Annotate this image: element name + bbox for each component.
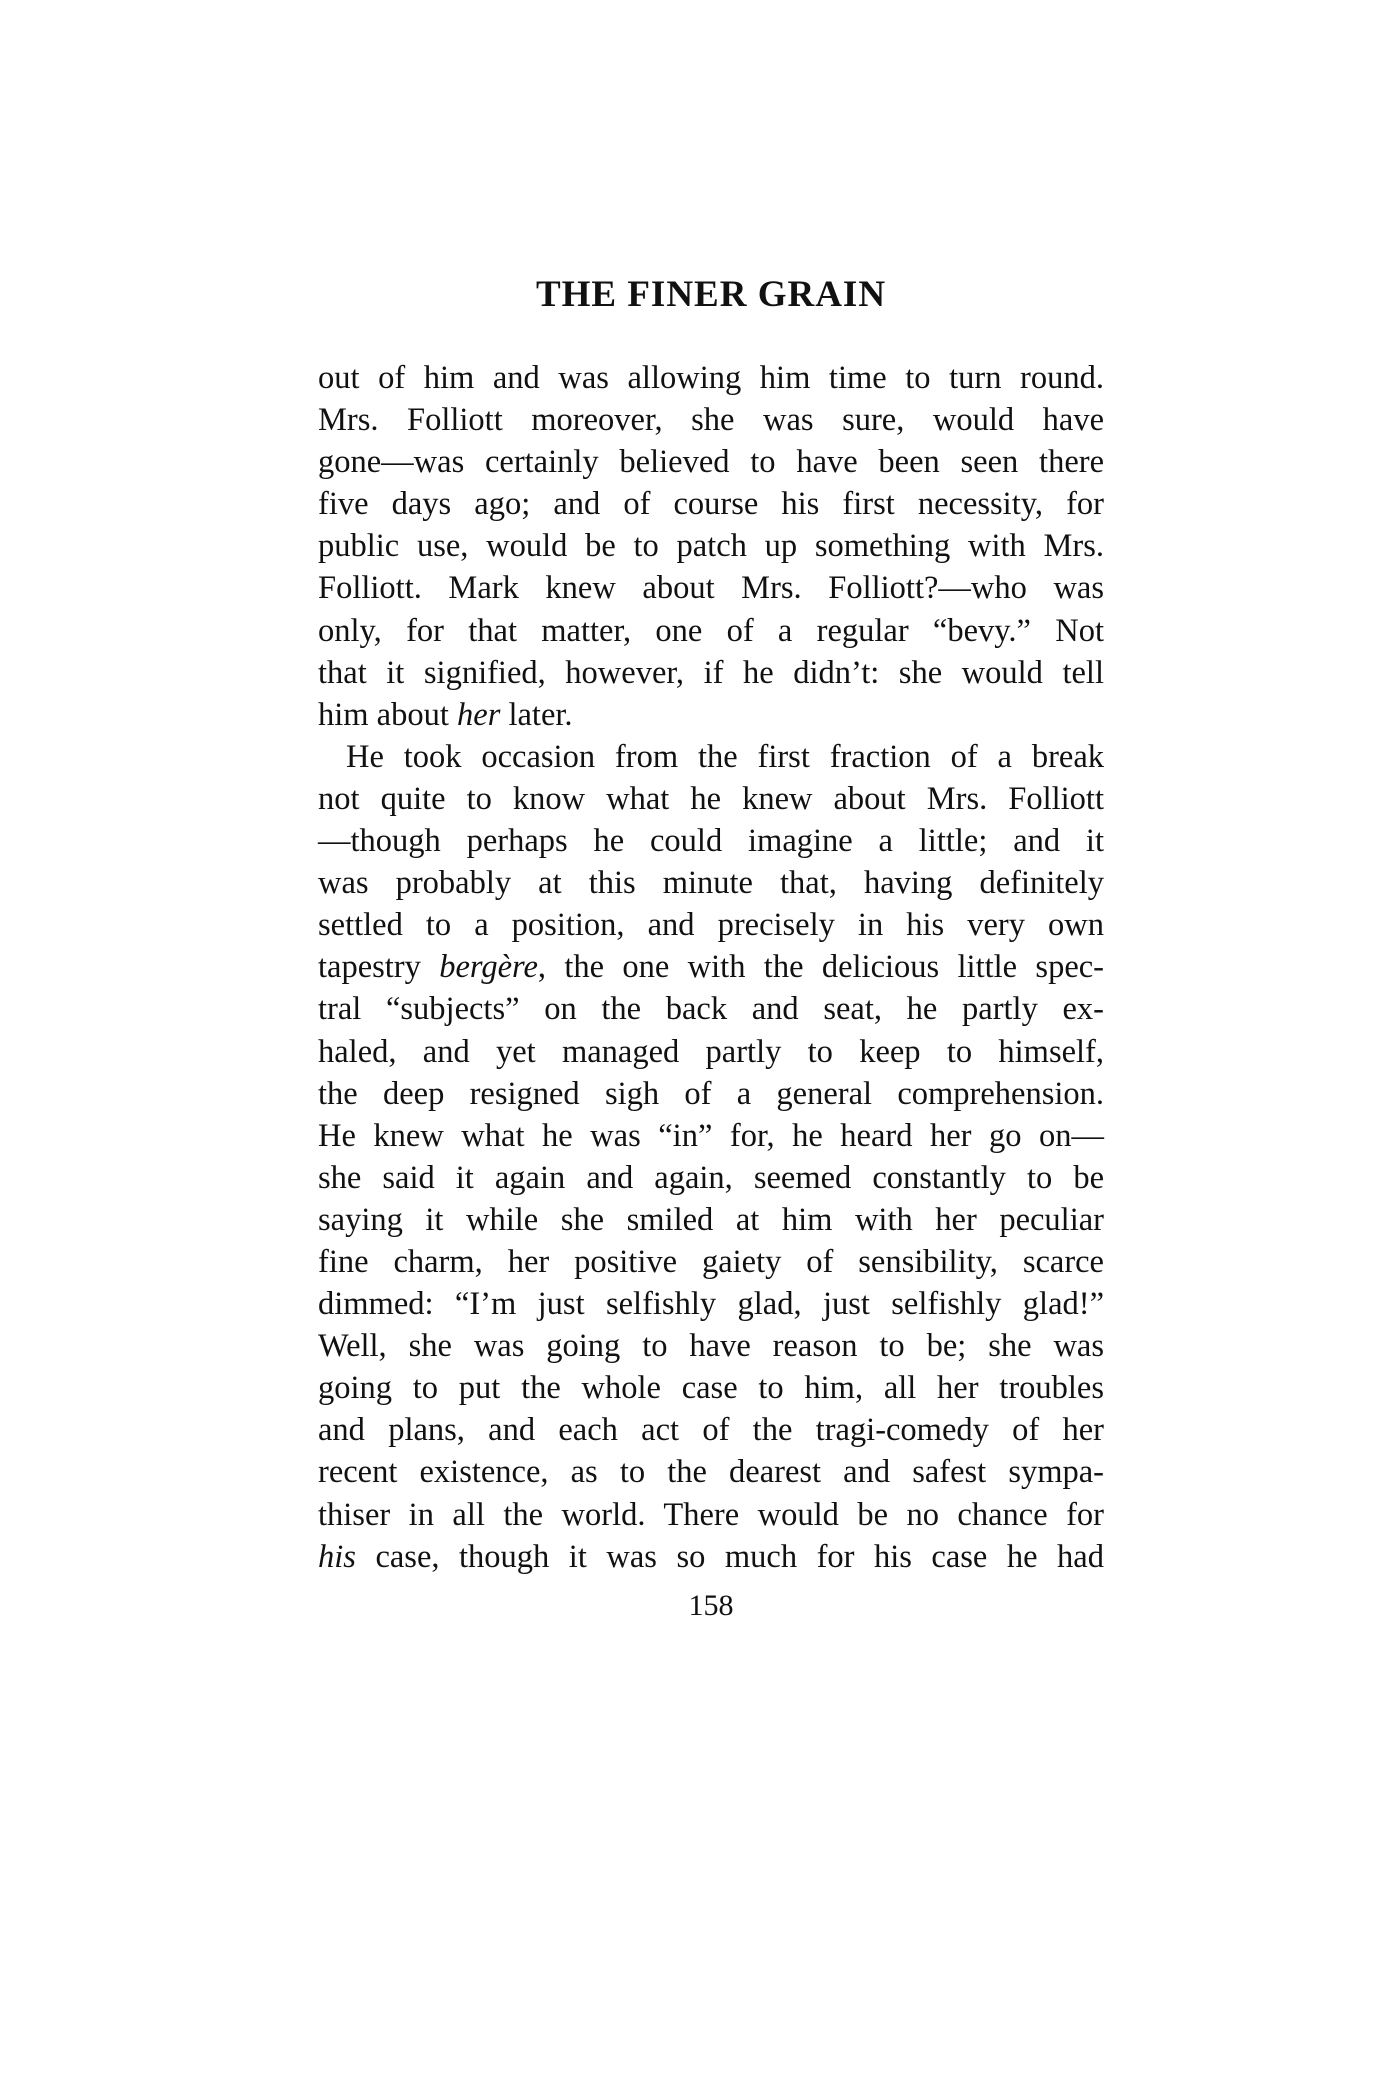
text-line: dimmed: “I’m just selfishly glad, just selfishly glad!” <box>318 1286 1104 1323</box>
text-run: him about <box>318 696 458 733</box>
body-text <box>318 357 1104 1578</box>
text-line: going to put the whole case to him, all her troubles <box>318 1370 1104 1407</box>
text-run: later. <box>500 696 573 733</box>
text-line: not quite to know what he knew about Mrs. Folliott <box>318 780 1104 817</box>
text-line: Well, she was going to have reason to be; she was <box>318 1328 1104 1365</box>
text-line: He knew what he was “in” for, he heard her go on— <box>318 1117 1104 1154</box>
text-line: was probably at this minute that, having definitely <box>318 865 1104 902</box>
page-number: 158 <box>688 1589 734 1622</box>
text-line: saying it while she smiled at him with her peculiar <box>318 1201 1104 1238</box>
text-line: that it signified, however, if he didn’t: she would tell <box>318 654 1104 691</box>
text-line: —though perhaps he could imagine a little; and it <box>318 823 1104 860</box>
text-line: and plans, and each act of the tragi-comedy of her <box>318 1412 1104 1449</box>
text-line <box>318 694 1104 736</box>
text-line: Mrs. Folliott moreover, she was sure, would have <box>318 402 1104 439</box>
text-line: out of him and was allowing him time to turn round. <box>318 360 1104 396</box>
text-line: five days ago; and of course his first necessity, for <box>318 486 1104 523</box>
text-line: fine charm, her positive gaiety of sensibility, scarce <box>318 1243 1104 1280</box>
text-line: gone—was certainly believed to have been seen there <box>318 444 1104 481</box>
text-line <box>318 946 1104 988</box>
text-line: thiser in all the world. There would be no chance for <box>318 1496 1104 1533</box>
running-head: THE FINER GRAIN <box>535 274 887 315</box>
text-run: tapestry <box>318 949 440 986</box>
text-line: Folliott. Mark knew about Mrs. Folliott?—who was <box>318 570 1104 607</box>
text-line: He took occasion from the first fraction of a break <box>346 738 1104 775</box>
text-run: , the one with the delicious little spec- <box>537 949 1105 986</box>
text-line: public use, would be to patch up something with Mrs. <box>318 528 1104 565</box>
text-line: settled to a position, and precisely in his very own <box>318 907 1104 944</box>
text-line: tral “subjects” on the back and seat, he partly ex- <box>318 991 1104 1028</box>
text-line: the deep resigned sigh of a general comprehension. <box>318 1075 1104 1112</box>
text-line: haled, and yet managed partly to keep to himself, <box>318 1033 1104 1070</box>
text-line: recent existence, as to the dearest and safest sympa- <box>318 1454 1104 1491</box>
italic-word: bergère <box>439 949 538 986</box>
text-line <box>318 1536 1104 1578</box>
text-line: only, for that matter, one of a regular “bevy.” Not <box>318 612 1104 649</box>
italic-word: her <box>457 696 501 733</box>
text-line: she said it again and again, seemed constantly to be <box>318 1159 1104 1196</box>
text-run: case, though it was so much for his case he had <box>355 1538 1104 1575</box>
italic-word: his <box>318 1538 356 1575</box>
